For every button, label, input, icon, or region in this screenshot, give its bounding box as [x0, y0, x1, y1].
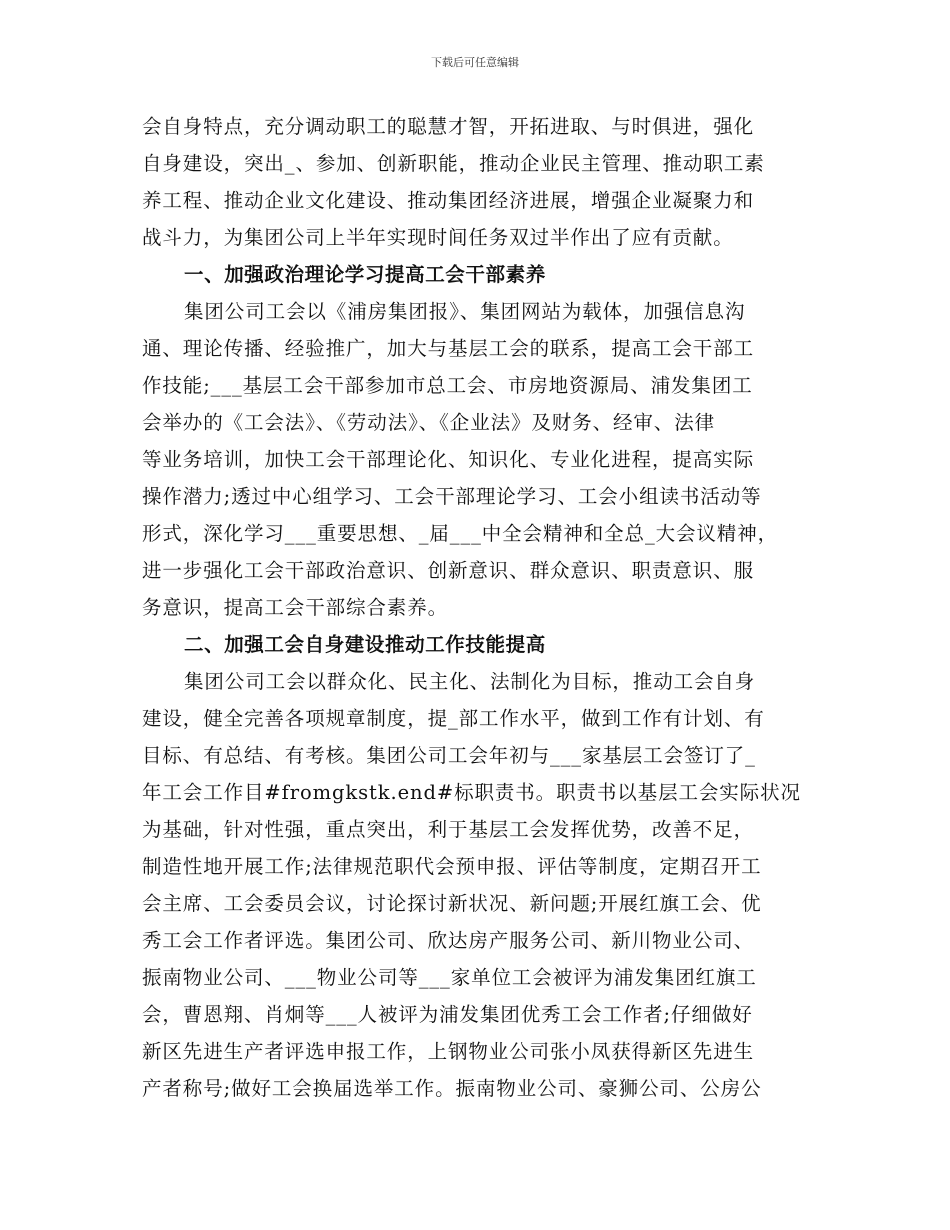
- text-line: 产者称号;做好工会换届选举工作。振南物业公司、豪狮公司、公房公: [142, 1077, 762, 1100]
- text-line: 通、理论传播、经验推广，加大与基层工会的联系，提高工会干部工: [142, 337, 755, 360]
- text-line: 操作潜力;透过中心组学习、工会干部理论学习、工会小组读书活动等: [142, 485, 762, 508]
- text-line: 会主席、工会委员会议，讨论探讨新状况、新问题;开展红旗工会、优: [142, 892, 762, 915]
- text-line: 集团公司工会以群众化、民主化、法制化为目标，推动工会自身: [184, 670, 756, 693]
- text-line: 会，曹恩翔、肖炯等___人被评为浦发集团优秀工会工作者;仔细做好: [142, 1003, 753, 1026]
- text-line: 养工程、推动企业文化建设、推动集团经济进展，增强企业凝聚力和: [142, 189, 755, 212]
- text-line: 目标、有总结、有考核。集团公司工会年初与___家基层工会签订了_: [142, 744, 756, 767]
- text-line: 务意识，提高工会干部综合素养。: [142, 596, 449, 619]
- text-line: 建设，健全完善各项规章制度，提_部工作水平，做到工作有计划、有: [142, 707, 765, 730]
- text-line: 集团公司工会以《浦房集团报》、集团网站为载体，加强信息沟: [184, 300, 746, 323]
- text-line: 新区先进生产者评选申报工作，上钢物业公司张小凤获得新区先进生: [142, 1040, 755, 1063]
- section-heading-2: 二、加强工会自身建设推动工作技能提高: [184, 633, 546, 656]
- text-line: 形式，深化学习___重要思想、_届___中全会精神和全总_大会议精神，: [142, 522, 779, 545]
- text-line: 进一步强化工会干部政治意识、创新意识、群众意识、职责意识、服: [142, 559, 755, 582]
- page-header: 下载后可任意编辑: [431, 56, 519, 69]
- text-line: 会举办的《工会法》、《劳动法》、《企业法》及财务、经审、法律: [142, 411, 716, 434]
- text-line: 制造性地开展工作;法律规范职代会预申报、评估等制度，定期召开工: [142, 855, 762, 878]
- document-body: [142, 108, 816, 1107]
- text-line: 战斗力，为集团公司上半年实现时间任务双过半作出了应有贡献。: [142, 226, 734, 249]
- text-line: 会自身特点，充分调动职工的聪慧才智，开拓进取、与时俱进，强化: [142, 115, 755, 138]
- text-line: 年工会工作目#fromgkstk.end#标职责书。职责书以基层工会实际状况: [142, 781, 801, 804]
- text-line: 为基础，针对性强，重点突出，利于基层工会发挥优势，改善不足，: [142, 818, 755, 841]
- text-line: 秀工会工作者评选。集团公司、欣达房产服务公司、新川物业公司、: [142, 929, 755, 952]
- text-line: 作技能;___基层工会干部参加市总工会、市房地资源局、浦发集团工: [142, 374, 753, 397]
- text-line: 振南物业公司、___物业公司等___家单位工会被评为浦发集团红旗工: [142, 966, 757, 989]
- text-line: 自身建设，突出_、参加、创新职能，推动企业民主管理、推动职工素: [142, 152, 765, 175]
- text-line: 等业务培训，加快工会干部理论化、知识化、专业化进程，提高实际: [142, 448, 755, 471]
- section-heading-1: 一、加强政治理论学习提高工会干部素养: [184, 263, 546, 286]
